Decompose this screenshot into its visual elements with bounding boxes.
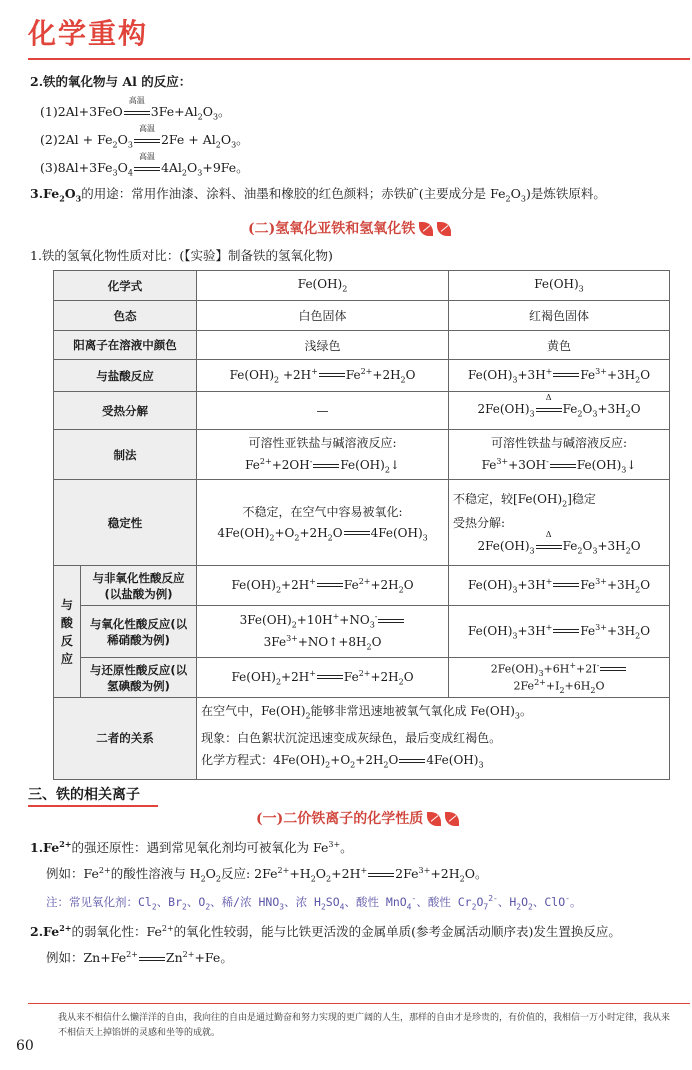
fe2-example-1: 例如：$Fe^{2+}$的酸性溶液与 $H_2O_2$反应: $2Fe^{2+}+H_2O_2+2H^+$ $2Fe^{3+}+2H_2O$。: [46, 865, 488, 884]
header-hcl: 与盐酸反应: [54, 360, 197, 392]
page-number: 60: [16, 1038, 34, 1054]
fe3-color: 红褐色固体: [449, 301, 670, 331]
fe3-formula: $Fe(OH)_3$: [449, 271, 670, 301]
header-formula: 化学式: [54, 271, 197, 301]
fe2-prep: 可溶性亚铁盐与碱溶液反应: $Fe^{2+}+2OH^-$ $Fe(OH)_2↓$: [197, 430, 449, 480]
fe2-reducing-property: $1.Fe^{2+}$的强还原性：遇到常见氧化剂均可被氧化为 $Fe^{3+}$。: [30, 838, 353, 855]
reaction-2: $(2)2Al + Fe_2O_3$ 高温 $2Fe + Al_2O_3$。: [40, 124, 249, 150]
fe3-non-oxidizing: $Fe(OH)_3+3H^+$ $Fe^{3+}+3H_2O$: [449, 566, 670, 606]
fe2-oxidizing-property: $2.Fe^{2+}$的弱氧化性：$Fe^{2+}$的氧化性较弱，能与比铁更活泼的金属单质(参考金属活动顺序表)发生置换反应。: [30, 922, 621, 939]
fe2-hcl: $Fe(OH)_2 +2H^+$ $Fe^{2+}+2H_2O$: [197, 360, 449, 392]
fe2-formula: $Fe(OH)_2$: [197, 271, 449, 301]
compare-heading: 1.铁的氢氧化物性质对比：(【实验】制备铁的氢氧化物): [30, 248, 333, 263]
header-prep: 制法: [54, 430, 197, 480]
header-ion-color: 阳离子在溶液中颜色: [54, 331, 197, 360]
section-3-underline: [28, 805, 158, 807]
table-row: [54, 331, 670, 360]
fe2-reducing: $Fe(OH)_2+2H^+$ $Fe^{2+}+2H_2O$: [197, 658, 449, 698]
relationship-text: 在空气中，$Fe(OH)_2$能够非常迅速地被氧气氧化成 $Fe(OH)_3$。 现象：白色絮状沉淀迅速变成灰绿色，最后变成红褐色。 化学方程式：$4Fe(OH)_2+O_2+2H_2O$ $4Fe(OH)_3$: [197, 698, 670, 780]
fe3-prep: 可溶性铁盐与碱溶液反应: $Fe^{3+}+3OH^-$ $Fe(OH)_3↓$: [449, 430, 670, 480]
table-row: [54, 658, 670, 698]
acid-reaction-side-header: 与酸反应: [54, 566, 81, 698]
fe3-ion-color: 黄色: [449, 331, 670, 360]
header-divider: [28, 58, 690, 60]
page-header-title: 化学重构: [28, 17, 149, 50]
leaf-icon: [427, 812, 441, 826]
table-row: [54, 301, 670, 331]
header-color: 色态: [54, 301, 197, 331]
table-row: [54, 360, 670, 392]
table-row: [54, 392, 670, 430]
fe2-example-2: 例如：$Zn+Fe^{2+}$ $Zn^{2+}+Fe$。: [46, 949, 233, 965]
reaction-1: (1)2Al+3FeO 高温 $3Fe+Al_2O_3$。: [40, 96, 231, 122]
footer-quote: 我从来不相信什么懒洋洋的自由，我向往的自由是通过勤奋和努力实现的更广阔的人生，那样的自由才是珍贵的，有价值的，我相信一万小时定律，我从来不相信天上掉馅饼的灵感和坐等的成就。: [58, 1013, 671, 1038]
leaf-icon: [437, 222, 451, 236]
fe2o3-uses: $3.Fe_2O_3$的用途：常用作油漆、涂料、油墨和橡胶的红色颜料；赤铁矿(主要成分是 $Fe_2O_3$)是炼铁原料。: [30, 186, 606, 204]
fe2-oxidizing: $3Fe(OH)_2+10H^++NO_3^-$ $3Fe^{3+}+NO↑+8H_2O$: [197, 606, 449, 658]
fe3-heat: $2Fe(OH)_3$ Δ $Fe_2O_3+3H_2O$: [449, 392, 670, 430]
section-b-title: (二)氢氧化亚铁和氢氧化铁: [248, 218, 451, 238]
fe3-oxidizing: $Fe(OH)_3+3H^+$ $Fe^{3+}+3H_2O$: [449, 606, 670, 658]
table-row: [54, 271, 670, 301]
table-row: [54, 566, 670, 606]
table-row: [54, 698, 670, 780]
fe2-heat: —: [197, 392, 449, 430]
table-row: [54, 606, 670, 658]
fe3-reducing: $2Fe(OH)_3+6H^++2I^-2Fe^{2+}+I_2+6H_2O$: [449, 658, 670, 698]
header-oxidizing: 与氧化性酸反应(以稀硝酸为例): [80, 606, 196, 658]
header-stability: 稳定性: [54, 480, 197, 566]
hydroxide-comparison-table: [53, 270, 670, 780]
footer-divider: [28, 1003, 690, 1004]
fe3-hcl: $Fe(OH)_3+3H^+$ $Fe^{3+}+3H_2O$: [449, 360, 670, 392]
table-row: [54, 480, 670, 566]
section-3-title: 三、铁的相关离子: [28, 787, 140, 803]
leaf-icon: [445, 812, 459, 826]
header-heat: 受热分解: [54, 392, 197, 430]
table-row: [54, 430, 670, 480]
leaf-icon: [419, 222, 433, 236]
al-reaction-heading: 2.铁的氧化物与 Al 的反应：: [30, 74, 192, 89]
fe3-stability: 不稳定，较$[Fe(OH)_2]$稳定 受热分解: $2Fe(OH)_3$ Δ $Fe_2O_3+3H_2O$: [449, 480, 670, 566]
header-reducing: 与还原性酸反应(以氢碘酸为例): [80, 658, 196, 698]
fe2-stability: 不稳定，在空气中容易被氧化: $4Fe(OH)_2+O_2+2H_2O$ $4Fe(OH)_3$: [197, 480, 449, 566]
fe2-color: 白色固体: [197, 301, 449, 331]
reaction-3: $(3)8Al+3Fe_3O_4$ 高温 $4Al_2O_3+9Fe$。: [40, 152, 249, 178]
oxidizer-note: 注：常见氧化剂：$Cl_2$、$Br_2$、$O_2$、稀/浓 $HNO_3$、浓 $H_2SO_4$、酸性 MnO$_4$-、酸性 $Cr_2O_7^{2-}$、$H_2O_2$、ClO-。: [46, 894, 582, 912]
header-relationship: 二者的关系: [54, 698, 197, 780]
header-non-oxidizing: 与非氧化性酸反应(以盐酸为例): [80, 566, 196, 606]
fe2-non-oxidizing: $Fe(OH)_2+2H^+$ $Fe^{2+}+2H_2O$: [197, 566, 449, 606]
section-c-title: (一)二价铁离子的化学性质: [256, 808, 459, 828]
fe2-ion-color: 浅绿色: [197, 331, 449, 360]
